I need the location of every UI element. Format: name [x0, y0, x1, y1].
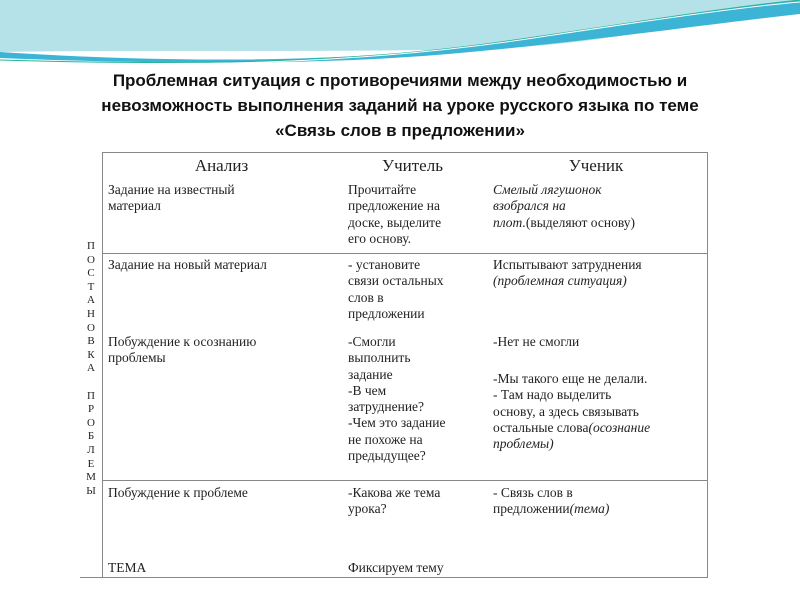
slide-title: [40, 68, 760, 143]
cell-student: [493, 485, 609, 518]
text: Испытывают затруднения: [493, 257, 642, 272]
cell-analysis: Задание на новый материал: [108, 257, 267, 272]
lesson-table: [80, 152, 708, 578]
italic-text: Смелый лягушонок взобрался на плот.: [493, 182, 602, 230]
italic-text: (тема): [569, 501, 610, 517]
cell-student: [493, 371, 650, 452]
cell-analysis: Побуждение к осознанию проблемы: [108, 334, 257, 366]
cell-teacher: -Какова же тема урока?: [348, 485, 441, 517]
cell-analysis: Побуждение к проблеме: [108, 485, 248, 500]
cell-teacher: Прочитайте предложение на доске, выделите его основу.: [348, 182, 442, 246]
title-line: Проблемная ситуация с противоречиями между необходимостью и: [112, 71, 688, 90]
cell-student: -Нет не смогли: [493, 334, 580, 349]
divider: [102, 253, 708, 254]
italic-text: (проблемная ситуация): [493, 273, 627, 289]
text: (выделяют основу): [525, 214, 635, 230]
cell-student: [493, 182, 635, 231]
italic-text: (осознание проблемы): [493, 419, 651, 452]
header-student: Ученик: [568, 156, 624, 175]
divider: [707, 152, 708, 578]
divider: [102, 152, 103, 578]
text: -Мы такого еще не делали. - Там надо выделить основy, а здесь связывать остальные слова: [493, 371, 648, 435]
side-label: П О С Т А Н О В К А П Р О Б Л Е М Ы: [86, 240, 96, 497]
cell-analysis: Задание на известный материал: [108, 182, 235, 214]
cell-teacher: -Смогли выполнить задание -В чем затруднение? -Чем это задание не похоже на предыдущее?: [348, 334, 446, 464]
cell-analysis: ТЕМА: [108, 560, 147, 575]
cell-teacher: Фиксируем тему: [348, 560, 444, 575]
header-analysis: Анализ: [194, 156, 249, 175]
title-line: невозможность выполнения заданий на уроке русского языка по теме: [101, 96, 699, 115]
cell-student: [493, 257, 642, 290]
title-line: «Связь слов в предложении»: [275, 121, 525, 140]
divider: [102, 152, 708, 153]
divider: [80, 577, 708, 578]
cell-teacher: - установите связи остальных слов в предложении: [348, 257, 444, 321]
divider: [102, 480, 708, 481]
text: - Связь слов в предложении: [493, 485, 573, 517]
header-teacher: Учитель: [382, 156, 443, 175]
